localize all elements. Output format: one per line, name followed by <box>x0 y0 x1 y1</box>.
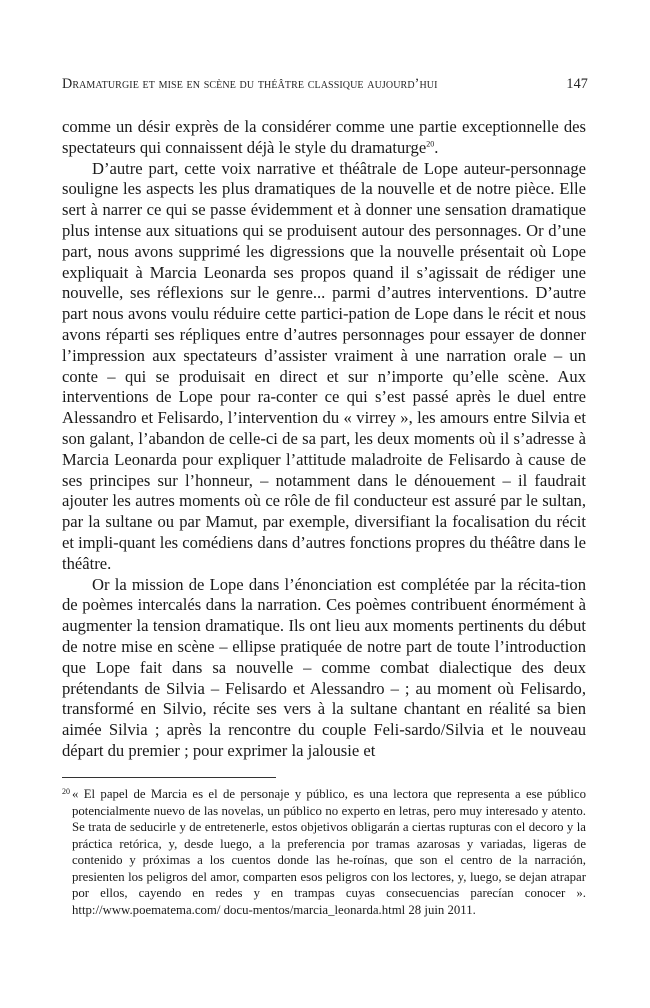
footnote-reference[interactable]: 20 <box>426 139 435 149</box>
footnote-number: 20 <box>62 787 70 796</box>
footnote-divider <box>62 777 276 778</box>
main-text <box>62 117 586 762</box>
running-title: Dramaturgie et mise en scène du théâtre classique aujourd’hui <box>62 76 438 92</box>
paragraph-2: D’autre part, cette voix narrative et théâtrale de Lope auteur-personnage souligne les aspects les plus dramatiques de la nouvelle et de notre pièce. Elle sert à narrer ce qui se passe évidemment et à donner une sensation dramatique plus intense aux situations qui se produisent autour des personnages. Or d’une part, nous avons supprimé les digressions que la nouvelle présentait où Lope expliquait à Marcia Leonarda ses propos quand il s’agissait de rédiger une nouvelle, ses réflexions sur le genre... parmi d’autres interventions. D’autre part nous avons voulu réduire cette partici-pation de Lope dans le récit et nous avons réparti ses répliques entre d’autres personnages pour essayer de donner l’impression aux spectateurs d’assister vraiment à une narration orale – un conte – qui se produisait en direct et sur n’importe qu’elle scène. Aux interventions de Lope pour ra-conter ce qui s’est passé après le duel entre Alessandro et Felisardo, l’intervention du « virrey », les amours entre Silvia et son galant, l’abandon de celle-ci de sa part, les deux moments où il s’adresse à Marcia Leonarda pour expliquer l’attitude maladroite de Felisardo à cause de ses principes sur l’honneur, – notamment dans le dénouement – il faudrait ajouter les autres moments où ce rôle de fil conducteur est assuré par le sultan, par la sultane ou par Mamut, par exemple, diversifiant la focalisation du récit et impli-quant les comédiens dans d’autres fonctions propres du théâtre dans le théâtre. <box>62 158 586 573</box>
paragraph-1 <box>62 117 586 159</box>
page-number: 147 <box>566 76 588 92</box>
footnote-text: « El papel de Marcia es el de personaje y público, es una lectora que representa a ese público potencialmente nuevo de las novelas, un público no experto en letras, pero muy interesado y atento. Se trata de seducirle y de entretenerle, estos objetivos obligarán a ciertas rupturas con el decoro y la práctica retórica, y, desde luego, a la preferencia por tramas azarosas y variadas, ligeras de contenido y próximas a los cuentos donde las he-roínas, que son el centro de la narración, presienten los peligros del amor, comparten esos peligros con los lectores, y, luego, se dejan atrapar por ellos, cayendo en redes y en trampas cuyas consecuencias parecían conocer ». http://www.poematema.com/ docu-mentos/marcia_leonarda.html 28 juin 2011. <box>72 787 586 917</box>
footnote <box>62 786 586 918</box>
paragraph-1-end: . <box>434 137 439 157</box>
paragraph-1-text: comme un désir exprès de la considérer comme une partie exceptionnelle des spectateurs qui connaissent déjà le style du dramaturge <box>62 117 586 157</box>
running-header <box>62 76 588 93</box>
paragraph-3: Or la mission de Lope dans l’énonciation est complétée par la récita-tion de poèmes intercalés dans la narration. Ces poèmes contribuent énormément à augmenter la tension dramatique. Ils ont lieu aux moments pertinents du début de notre mise en scène – ellipse pratiquée de notre part de toute l’introduction que Lope fait dans sa nouvelle – comme combat dialectique des deux prétendants de Silvia – Felisardo et Alessandro – ; au moment où Felisardo, transformé en Silvio, récite ses vers à la sultane chantant en réalité sa bien aimée Silvia ; après la rencontre du couple Feli-sardo/Silvia et le nouveau départ du premier ; pour exprimer la jalousie et <box>62 574 586 760</box>
